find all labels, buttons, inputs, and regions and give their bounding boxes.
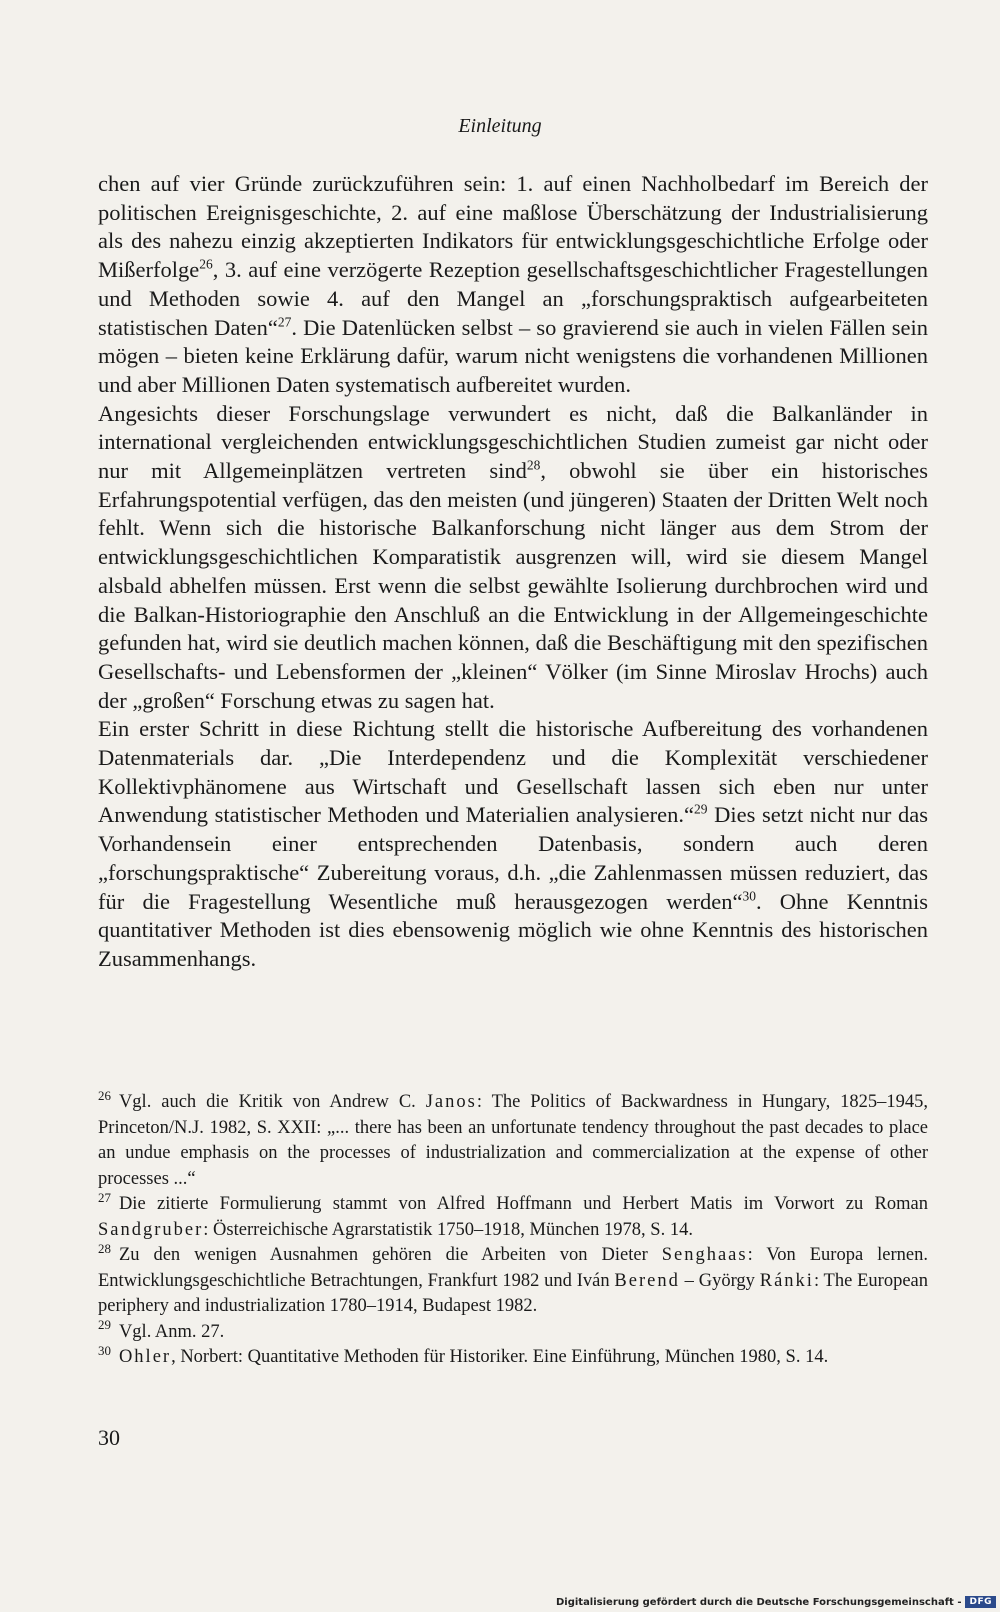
dfg-logo-icon: DFG bbox=[965, 1596, 996, 1608]
footnote-ref[interactable]: 28 bbox=[526, 457, 541, 473]
text-run: : The Politics of Backwardness in Hungary, 1825–1945, Princeton/N.J. 1982, S. XXII: „... there has been an unfortunate tendency throughout the past decades to place an undue emphasis on the processes of industrialization and commercialization at the expense of other processes ...“ bbox=[98, 1092, 929, 1189]
footnote-number: 30 bbox=[98, 1342, 111, 1358]
footnote-27 bbox=[98, 1189, 928, 1243]
text-run: Ein erster Schritt in diese Richtung stellt die historische Aufbereitung des vorhandenen Datenmaterials dar. „Die Interdependenz und die Komplexität verschiedener Kollektivphänomene aus Wirtschaft und Gesellschaft lassen sich eben nur unter Anwendung statistischer Methoden und Materialien analysieren.“ bbox=[98, 716, 928, 828]
text-run: Die zitierte Formulierung stammt von Alfred Hoffmann und Herbert Matis im Vorwort zu Roman bbox=[118, 1194, 928, 1214]
footnote-number: 26 bbox=[98, 1087, 111, 1103]
text-run: Zu den wenigen Ausnahmen gehören die Arbeiten von Dieter bbox=[118, 1245, 662, 1265]
page-number: 30 bbox=[98, 1425, 120, 1450]
text-run: chen auf vier Gründe zurückzuführen sein: 1. auf einen Nachholbedarf im Bereich der politischen Ereignisgeschichte, 2. auf eine maßlose Überschätzung der Industrialisierung als des nahezu einzig akzeptierten Indikators für entwicklungsgeschichtliche Erfolge oder Mißerfolge bbox=[98, 171, 928, 283]
text-run: . Die Datenlücken selbst – so gravierend sie auch in vielen Fällen sein mögen – bieten keine Erklärung dafür, warum nicht wenigstens die vorhandenen Millionen und aber Millionen Daten systematisch aufbereitet wurden. bbox=[98, 314, 928, 397]
text-run: : Österreichische Agrarstatistik 1750–1918, München 1978, S. 14. bbox=[203, 1219, 693, 1240]
paragraph-3 bbox=[98, 715, 928, 973]
footnote-ref[interactable]: 29 bbox=[694, 801, 708, 817]
body-text bbox=[98, 170, 928, 974]
author-name: Sandgruber bbox=[98, 1219, 204, 1240]
text-run: : Von Europa lernen. Entwicklungsgeschichtliche Betrachtungen, Frankfurt 1982 und Iván bbox=[98, 1245, 928, 1291]
footnote-29 bbox=[98, 1317, 928, 1346]
footer-credit: Digitalisierung gefördert durch die Deutsche Forschungsgemeinschaft - bbox=[555, 1596, 962, 1608]
text-run: Dies setzt nicht nur das Vorhandensein einer entsprechenden Datenbasis, sondern auch deren „forschungspraktische“ Zubereitung voraus, d.h. „die Zahlenmassen müssen reduziert, das für die Fragestellung Wesentliche muß herausgezogen werden“ bbox=[98, 802, 928, 914]
paragraph-1 bbox=[98, 170, 928, 400]
footnote-ref[interactable]: 26 bbox=[199, 256, 213, 272]
footnote-30 bbox=[98, 1342, 928, 1371]
footnote-28 bbox=[98, 1240, 929, 1320]
text-run: . Ohne Kenntnis quantitativer Methoden ist dies ebensowenig möglich wie ohne Kenntnis des historischen Zusammenhangs. bbox=[98, 888, 928, 971]
author-name: Ohler bbox=[118, 1347, 172, 1367]
footnote-ref[interactable]: 30 bbox=[742, 888, 756, 904]
text-run: , obwohl sie über ein historisches Erfahrungspotential verfügen, das den meisten (und jüngeren) Staaten der Dritten Welt noch fehlt. Wenn sich die historische Balkanforschung nicht länger aus dem Strom der entwicklungsgeschichtlichen Komparatistik ausgrenzen will, wird sie diesem Mangel alsbald abhelfen müssen. Erst wenn die selbst gewählte Isolierung durchbrochen wird und die Balkan-Historiographie den Anschluß an die Entwicklung in der Allgemeingeschichte gefunden hat, wird sie deutlich machen können, daß die Beschäftigung mit den spezifischen Gesellschafts- und Lebensformen der „kleinen“ Völker (im Sinne Miroslav Hrochs) auch der „großen“ Forschung etwas zu sagen hat. bbox=[98, 458, 929, 713]
footnotes bbox=[98, 1087, 929, 1371]
footnote-number: 29 bbox=[98, 1317, 111, 1333]
author-name: Janos bbox=[425, 1092, 477, 1112]
paragraph-2 bbox=[98, 400, 928, 716]
text-run: Angesichts dieser Forschungslage verwundert es nicht, daß die Balkanländer in international vergleichenden entwicklungsgeschichtlichen Studien zumeist gar nicht oder nur mit Allgemeinplätzen vertreten sind bbox=[98, 400, 928, 484]
footnote-number: 27 bbox=[98, 1189, 111, 1205]
digitization-footer bbox=[556, 1594, 996, 1610]
footnote-number: 28 bbox=[98, 1240, 111, 1256]
text-run: – György bbox=[679, 1270, 760, 1291]
text-run: , Norbert: Quantitative Methoden für Historiker. Eine Einführung, München 1980, S. 14. bbox=[171, 1347, 829, 1367]
author-name: Ránki bbox=[759, 1270, 814, 1291]
footnote-26 bbox=[98, 1087, 929, 1192]
text-run: : The European periphery and industrialization 1780–1914, Budapest 1982. bbox=[98, 1270, 929, 1316]
text-run: Vgl. Anm. 27. bbox=[118, 1321, 225, 1342]
footnote-ref[interactable]: 27 bbox=[277, 314, 292, 330]
text-run: , 3. auf eine verzögerte Rezeption gesellschaftsgeschichtlicher Fragestellungen und Methoden sowie 4. auf den Mangel an „forschungspraktisch aufgearbeiteten statistischen Daten“ bbox=[98, 257, 928, 340]
running-header: Einleitung bbox=[458, 115, 542, 137]
text-run: Vgl. auch die Kritik von Andrew C. bbox=[118, 1092, 426, 1112]
author-name: Berend bbox=[614, 1270, 680, 1291]
author-name: Senghaas bbox=[661, 1245, 748, 1265]
